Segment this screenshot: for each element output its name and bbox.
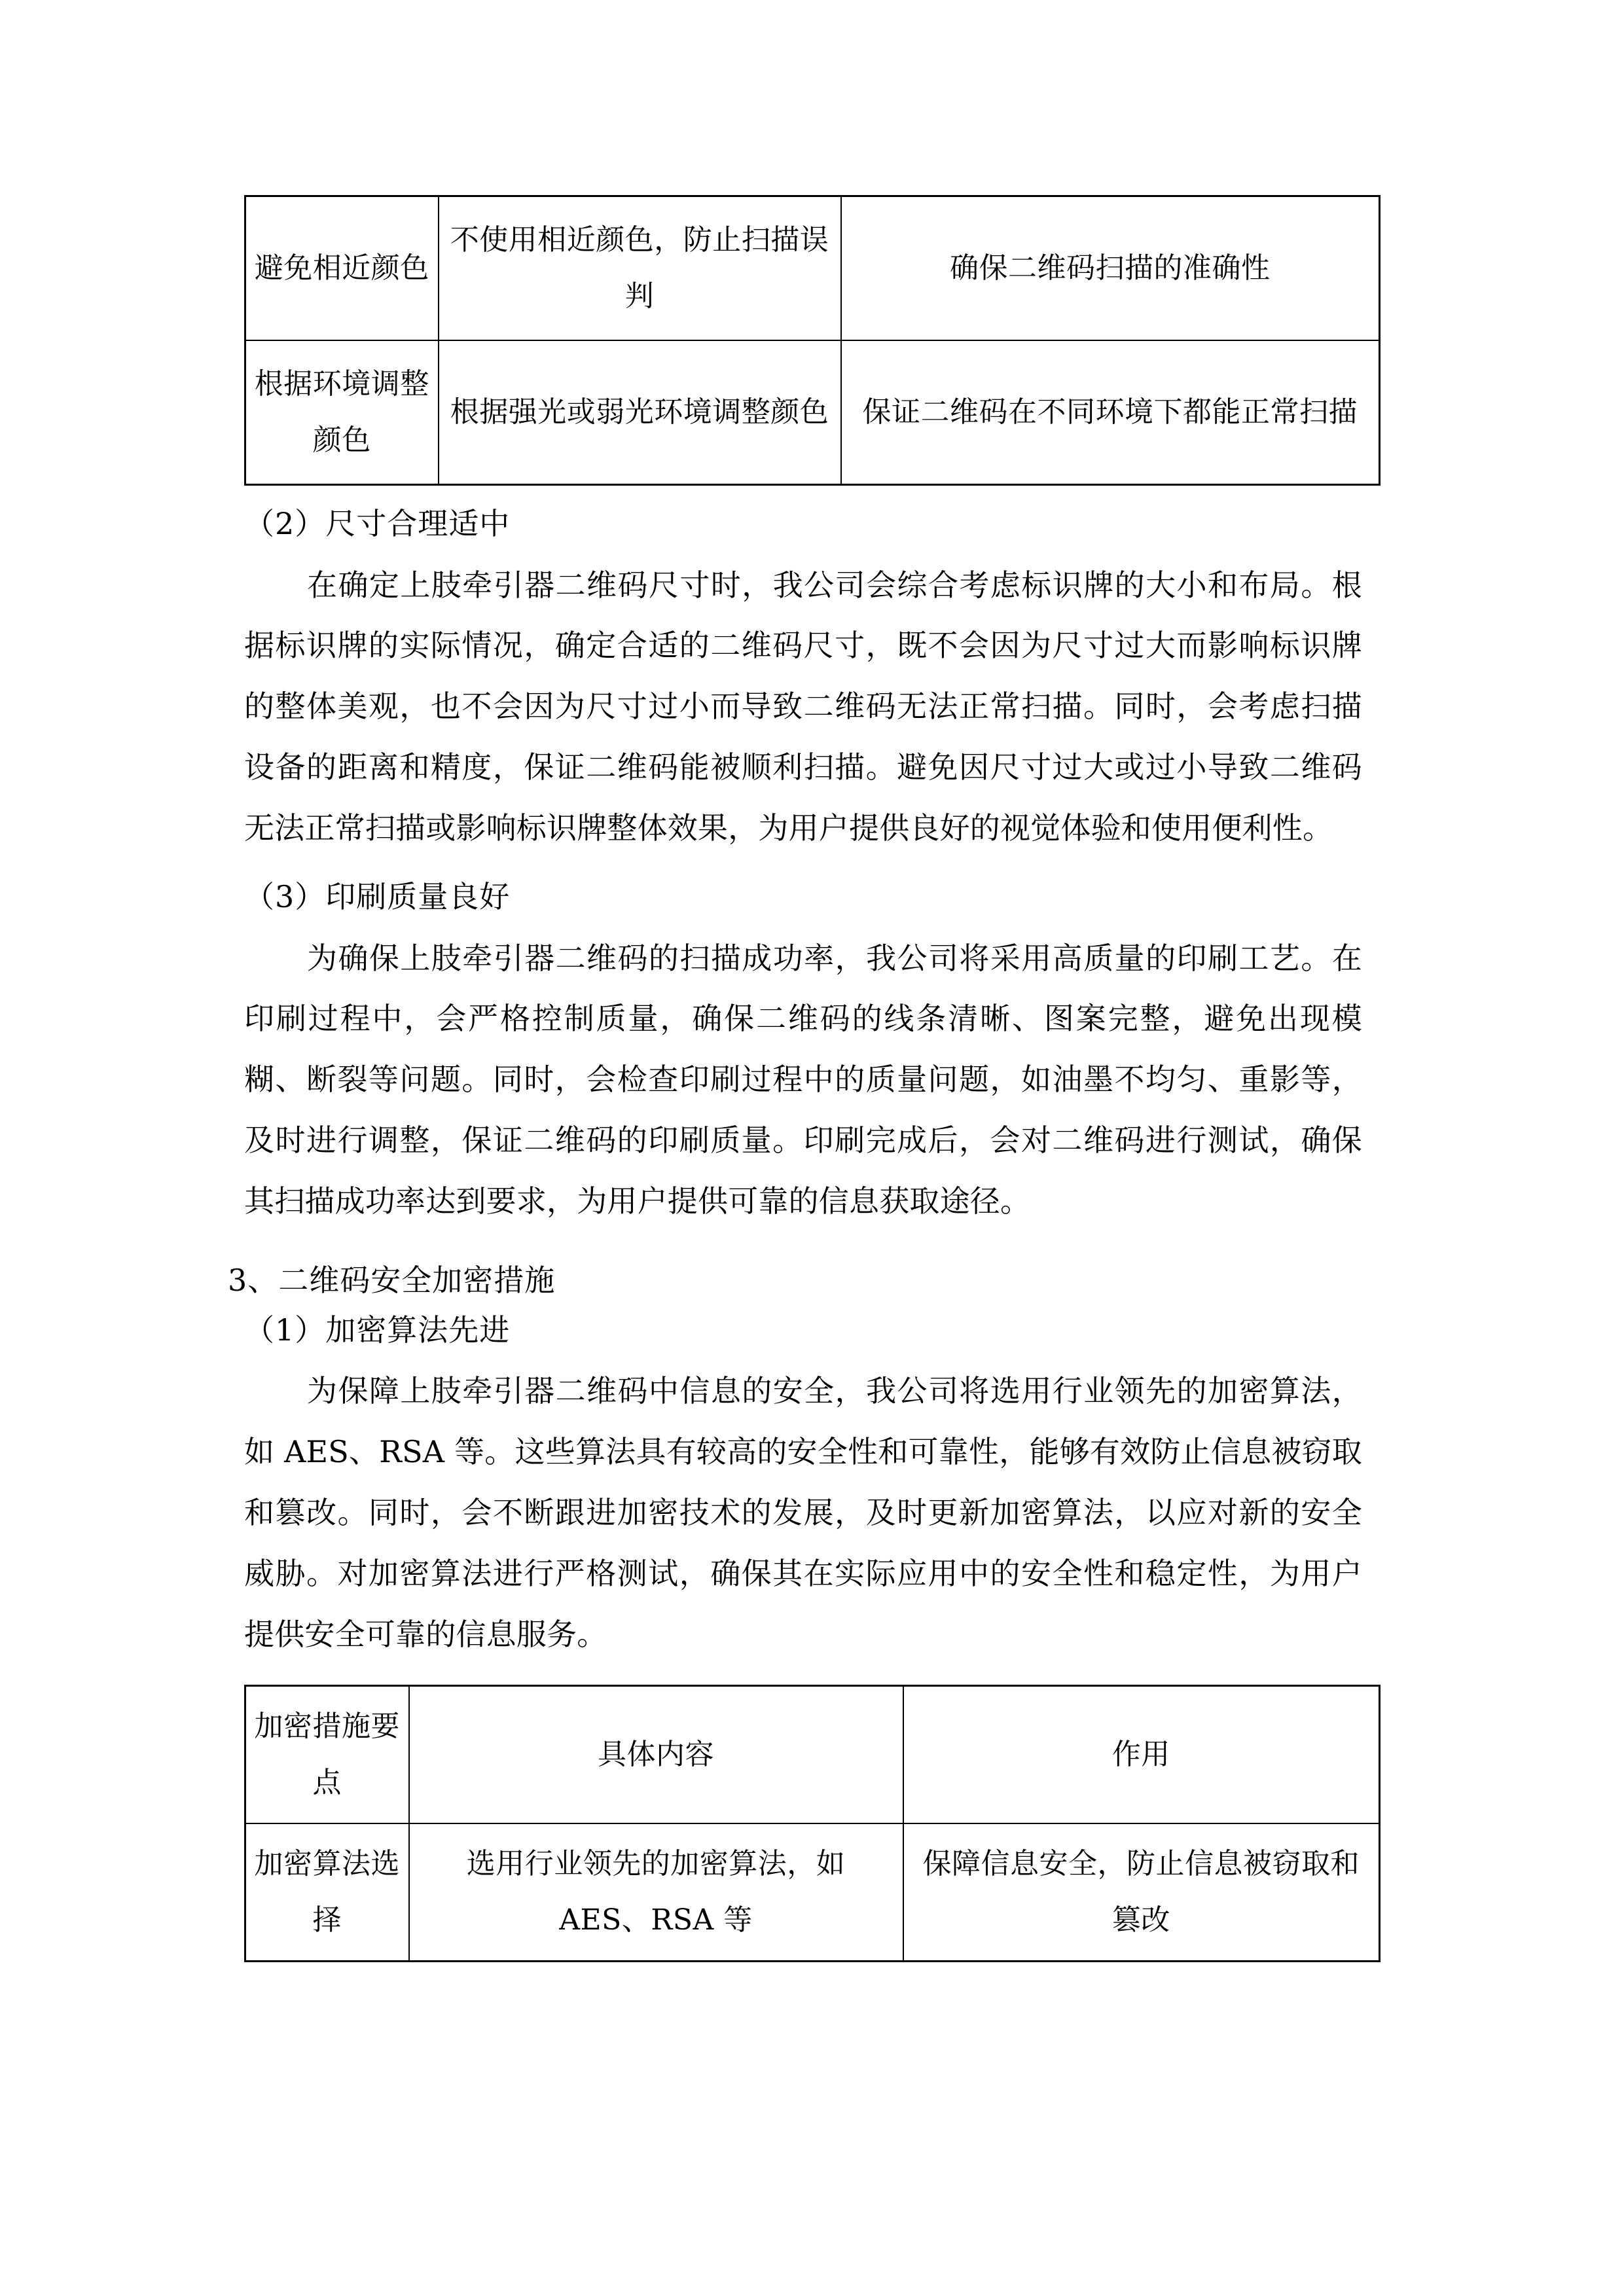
spacer	[228, 859, 1379, 878]
spacer	[228, 486, 1379, 505]
spacer	[228, 1300, 1379, 1312]
spacer	[228, 1665, 1379, 1685]
table-header-row	[245, 1685, 1380, 1823]
table-cell-detail: 选用行业领先的加密算法，如 AES、RSA 等	[409, 1823, 903, 1962]
paragraph-print-quality: 为确保上肢牵引器二维码的扫描成功率，我公司将采用高质量的印刷工艺。在印刷过程中，会严格控制质量，确保二维码的线条清晰、图案完整，避免出现模糊、断裂等问题。同时，会检查印刷过程中的质量问题，如油墨不均匀、重影等，及时进行调整，保证二维码的印刷质量。印刷完成后，会对二维码进行测试，确保其扫描成功率达到要求，为用户提供可靠的信息获取途径。	[244, 940, 1362, 1219]
heading-advanced-algorithm: （1）加密算法先进	[244, 1312, 511, 1348]
page-content	[228, 195, 1379, 1962]
heading-size-appropriate: （2）尺寸合理适中	[244, 506, 511, 541]
encryption-measures-table	[244, 1685, 1380, 1962]
table-cell-point: 加密算法选择	[245, 1823, 409, 1962]
table-header-point: 加密措施要点	[245, 1685, 409, 1823]
table-row	[245, 1823, 1380, 1962]
table-header-detail: 具体内容	[409, 1685, 903, 1823]
table-cell-effect: 保证二维码在不同环境下都能正常扫描	[841, 340, 1380, 485]
table-row	[245, 196, 1380, 341]
spacer	[228, 1232, 1379, 1262]
color-guidelines-table	[244, 195, 1380, 486]
spacer	[228, 916, 1379, 928]
heading-print-quality: （3）印刷质量良好	[244, 879, 511, 915]
table-cell-effect: 保障信息安全，防止信息被窃取和篡改	[903, 1823, 1380, 1962]
table-cell-detail: 根据强光或弱光环境调整颜色	[439, 340, 841, 485]
table-header-effect: 作用	[903, 1685, 1380, 1823]
table-cell-point: 避免相近颜色	[245, 196, 439, 341]
table-cell-effect: 确保二维码扫描的准确性	[841, 196, 1380, 341]
table-row	[245, 340, 1380, 485]
table-cell-detail: 不使用相近颜色，防止扫描误判	[439, 196, 841, 341]
table-cell-point: 根据环境调整颜色	[245, 340, 439, 485]
paragraph-size-appropriate: 在确定上肢牵引器二维码尺寸时，我公司会综合考虑标识牌的大小和布局。根据标识牌的实际情况，确定合适的二维码尺寸，既不会因为尺寸过大而影响标识牌的整体美观，也不会因为尺寸过小而导致二维码无法正常扫描。同时，会考虑扫描设备的距离和精度，保证二维码能被顺利扫描。避免因尺寸过大或过小导致二维码无法正常扫描或影响标识牌整体效果，为用户提供良好的视觉体验和使用便利性。	[244, 567, 1362, 846]
spacer	[228, 1349, 1379, 1361]
heading-security-encryption: 3、二维码安全加密措施	[228, 1263, 556, 1299]
spacer	[228, 543, 1379, 555]
paragraph-advanced-algorithm: 为保障上肢牵引器二维码中信息的安全，我公司将选用行业领先的加密算法，如 AES、RSA 等。这些算法具有较高的安全性和可靠性，能够有效防止信息被窃取和篡改。同时，会不断跟进加密技术的发展，及时更新加密算法，以应对新的安全威胁。对加密算法进行严格测试，确保其在实际应用中的安全性和稳定性，为用户提供安全可靠的信息服务。	[244, 1373, 1362, 1652]
